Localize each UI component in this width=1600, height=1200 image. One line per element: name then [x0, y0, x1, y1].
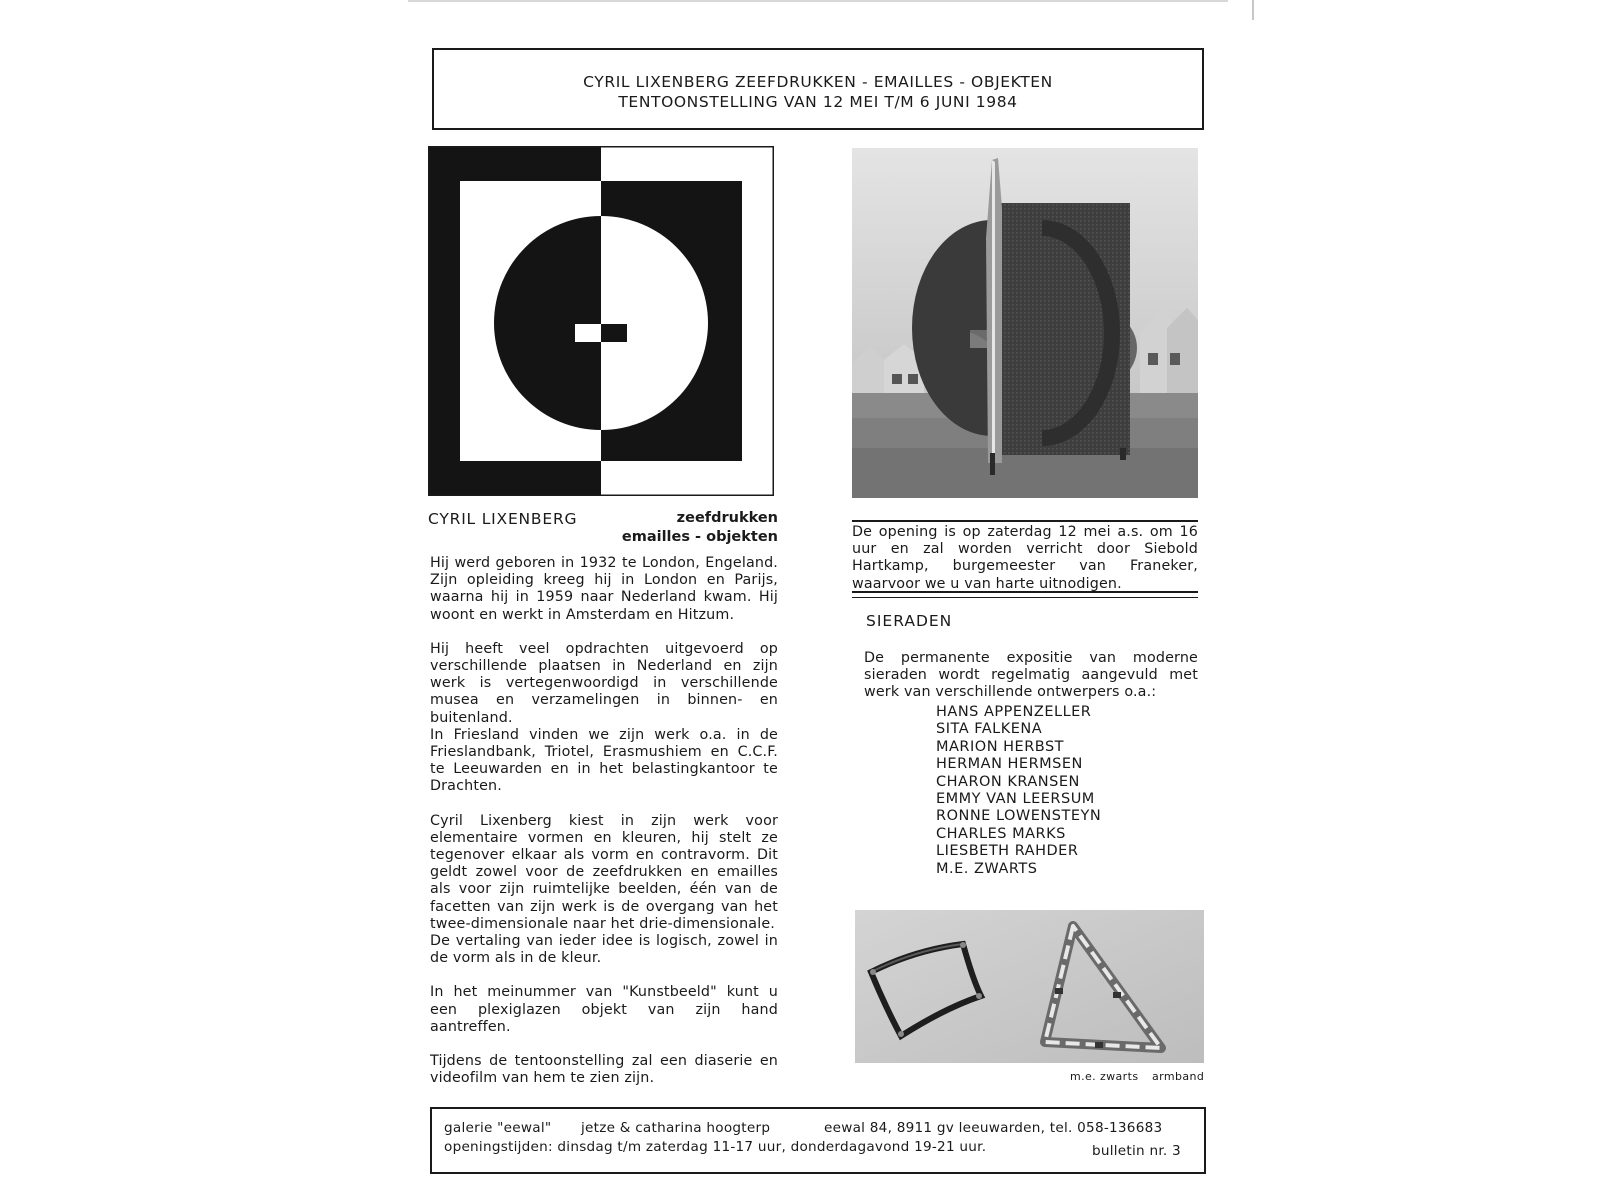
gallery-address: eewal 84, 8911 gv leeuwarden, tel. 058-136683: [824, 1120, 1163, 1136]
opening-top-rule: [852, 520, 1198, 522]
designer-name: SITA FALKENA: [936, 721, 1043, 738]
exhibition-header: [432, 48, 1204, 130]
artist-name: CYRIL LIXENBERG: [428, 510, 578, 528]
gallery-footer: [430, 1107, 1206, 1174]
bio-paragraph-friesland: In Friesland vinden we zijn werk o.a. in de Frieslandbank, Triotel, Erasmushiem en C.C.F. te Leeuwarden en in het belastingkantoor te Drachten.: [430, 726, 778, 795]
bulletin-number: bulletin nr. 3: [1092, 1143, 1181, 1159]
bracelet-caption-item: armband: [1152, 1070, 1205, 1083]
header-title: CYRIL LIXENBERG ZEEFDRUKKEN - EMAILLES - OBJEKTEN: [583, 73, 1053, 91]
opening-hours: openingstijden: dinsdag t/m zaterdag 11-17 uur, donderdagavond 19-21 uur.: [444, 1139, 987, 1155]
artist-media-line2: emailles - objekten: [621, 529, 778, 545]
bio-paragraph-forms: Cyril Lixenberg kiest in zijn werk voor elementaire vormen en kleuren, hij stelt ze tegenover elkaar als vorm en contravorm. Dit geldt zowel voor de zeefdrukken en emailles als voor zijn ruimtelijke beelden, één van de facetten van zijn werk is de overgang van het twee-dimensionale naar het drie-dimensionale.: [430, 812, 778, 932]
opening-bottom-rule: [852, 591, 1198, 593]
bio-column: [430, 555, 778, 1087]
bracelet-caption-maker: m.e. zwarts: [1070, 1070, 1139, 1083]
bio-paragraph-kunstbeeld: In het meinummer van "Kunstbeeld" kunt u een plexiglazen objekt van zijn hand aantreffen.: [430, 984, 778, 1035]
bio-paragraph-commissions: Hij heeft veel opdrachten uitgevoerd op verschillende plaatsen in Nederland en zijn werk is vertegenwoordigd in verschillende musea en verzamelingen in binnen- en buitenland.: [430, 640, 778, 726]
designer-name: HERMAN HERMSEN: [936, 756, 1083, 773]
bracelet-photo: [855, 910, 1204, 1063]
sieraden-heading: SIERADEN: [866, 612, 953, 630]
opening-announcement: De opening is op zaterdag 12 mei a.s. om 16 uur en zal worden verricht door Siebold Hartkamp, burgemeester van Franeker, waarvoor we u van harte uitnodigen.: [852, 524, 1198, 592]
bio-paragraph-logic: De vertaling van ieder idee is logisch, zowel in de vorm als in de kleur.: [430, 933, 778, 967]
screenprint-artwork: [428, 146, 774, 496]
designer-name: EMMY VAN LEERSUM: [936, 791, 1095, 808]
top-edge-line: [408, 0, 1228, 2]
artist-media-line1: zeefdrukken: [676, 510, 778, 526]
gallery-owners: jetze & catharina hoogterp: [581, 1120, 771, 1136]
bio-paragraph-video: Tijdens de tentoonstelling zal een diaserie en videofilm van hem te zien zijn.: [430, 1053, 778, 1087]
sculpture-photo: [852, 148, 1198, 498]
sieraden-intro: De permanente expositie van moderne sieraden wordt regelmatig aangevuld met werk van verschillende ontwerpers o.a.:: [864, 650, 1198, 701]
designer-name: HANS APPENZELLER: [936, 704, 1092, 720]
designer-name: LIESBETH RAHDER: [936, 843, 1079, 860]
right-edge-line: [1252, 0, 1254, 20]
designer-name: RONNE LOWENSTEYN: [936, 808, 1102, 825]
designer-list: [936, 704, 1196, 878]
gallery-name: galerie "eewal": [444, 1120, 552, 1136]
designer-name: CHARON KRANSEN: [936, 773, 1080, 790]
opening-bottom-rule-thin: [852, 597, 1198, 598]
designer-name: MARION HERBST: [936, 738, 1065, 755]
bio-paragraph-birth: Hij werd geboren in 1932 te London, Engeland. Zijn opleiding kreeg hij in London en Parijs, waarna hij in 1959 naar Nederland kwam. Hij woont en werkt in Amsterdam en Hitzum.: [430, 555, 778, 623]
designer-name: M.E. ZWARTS: [936, 860, 1038, 877]
designer-name: CHARLES MARKS: [936, 825, 1066, 842]
header-dates: TENTOONSTELLING VAN 12 MEI T/M 6 JUNI 1984: [618, 93, 1018, 111]
